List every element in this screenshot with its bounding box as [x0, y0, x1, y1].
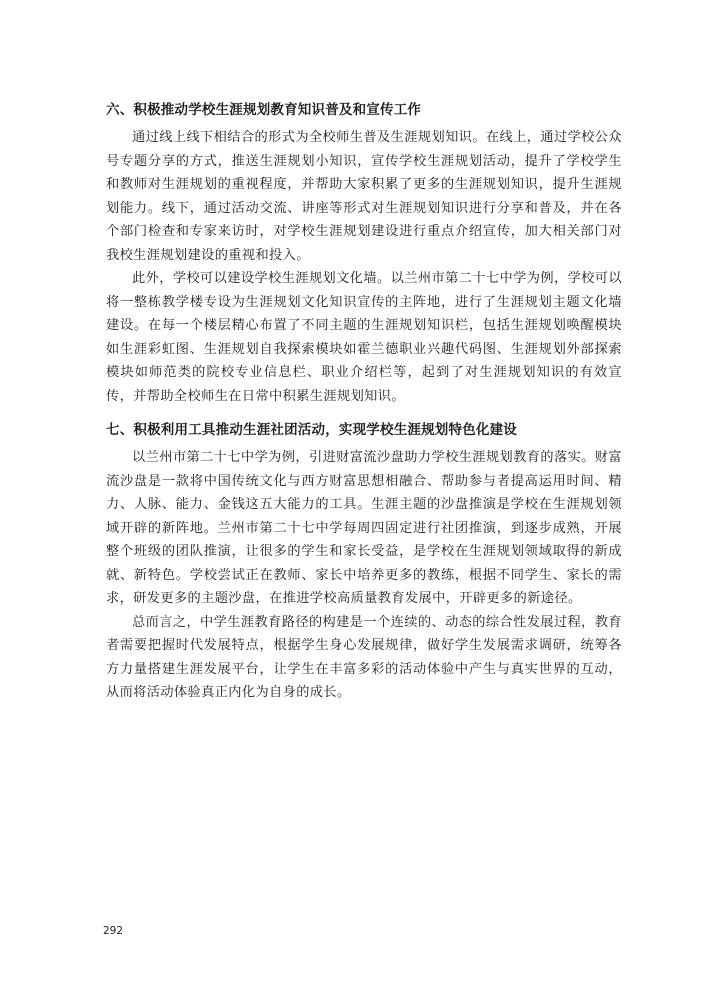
paragraph: 以兰州市第二十七中学为例，引进财富流沙盘助力学校生涯规划教育的落实。财富流沙盘是一款将中国传统文化与西方财富思想相融合、帮助参与者提高运用时间、精力、人脉、能力、金钱这五大能力的工具。生涯主题的沙盘推演是学校在生涯规划领域开辟的新阵地。兰州市第二十七中学每周四固定进行社团推演，到逐步成熟，开展整个班级的团队推演，让很多的学生和家长受益，是学校在生涯规划领域取得的新成就、新特色。学校尝试正在教师、家长中培养更多的教练，根据不同学生、家长的需求，研发更多的主题沙盘，在推进学校高质量教育发展中，开辟更多的新途径。 [106, 450, 622, 606]
page-number: 292 [103, 925, 124, 937]
section-heading-7: 七、积极利用工具推动生涯社团活动，实现学校生涯规划特色化建设 [106, 422, 517, 438]
paragraph: 通过线上线下相结合的形式为全校师生普及生涯规划知识。在线上，通过学校公众号专题分享的方式，推送生涯规划小知识，宣传学校生涯规划活动，提升了学校学生和教师对生涯规划的重视程度，并帮助大家积累了更多的生涯规划知识，提升生涯规划能力。线下，通过活动交流、讲座等形式对生涯规划知识进行分享和普及，并在各个部门检查和专家来访时，对学校生涯规划建设进行重点介绍宣传，加大相关部门对我校生涯规划建设的重视和投入。 [106, 130, 622, 263]
section-divider-space [106, 408, 622, 420]
paragraph: 总而言之，中学生涯教育路径的构建是一个连续的、动态的综合性发展过程，教育者需要把握时代发展特点，根据学生身心发展规律，做好学生发展需求调研，统筹各方力量搭建生涯发展平台，让学生在丰富多彩的活动体验中产生与真实世界的互动，从而将活动体验真正内化为自身的成长。 [106, 614, 622, 700]
section-heading-6: 六、积极推动学校生涯规划教育知识普及和宣传工作 [106, 102, 422, 118]
paragraph: 此外，学校可以建设学校生涯规划文化墙。以兰州市第二十七中学为例，学校可以将一整栋教学楼专设为生涯规划文化知识宣传的主阵地，进行了生涯规划主题文化墙建设。在每一个楼层精心布置了不同主题的生涯规划知识栏，包括生涯规划唤醒模块如生涯彩虹图、生涯规划自我探索模块如霍兰德职业兴趣代码图、生涯规划外部探索模块如师范类的院校专业信息栏、职业介绍栏等，起到了对生涯规划知识的有效宣传，并帮助全校师生在日常中积累生涯规划知识。 [106, 271, 622, 404]
page-content [106, 100, 622, 705]
